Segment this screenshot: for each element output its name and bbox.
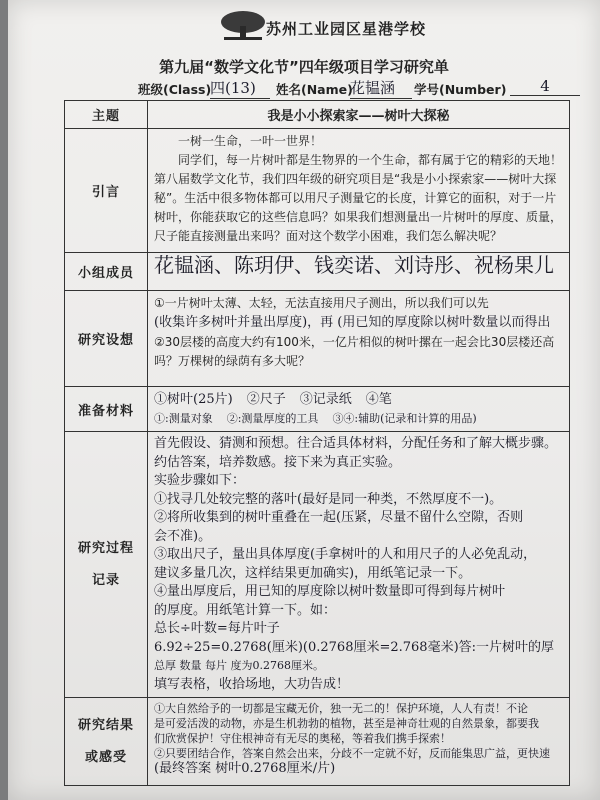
process-line: 建议多量几次，这样结果更加确实)，用纸笔记录一下。 [154, 565, 472, 581]
process-line: 总厚 数量 每片 度为0.2768厘米。 [154, 659, 324, 672]
student-info [138, 77, 598, 100]
material-item: ④笔 [365, 392, 392, 407]
process-content [148, 432, 570, 698]
members-row [65, 253, 570, 291]
hypothesis-line-1: ①一片树叶太薄、太轻，无法直接用尺子测出，所以我们可以先 [154, 296, 489, 310]
materials-label: 准备材料 [65, 387, 148, 432]
school-name: 苏州工业园区星港学校 [266, 20, 427, 38]
results-label [65, 698, 148, 786]
number-label: 学号(Number) [414, 82, 507, 97]
process-line: 约估答案，培养数感。接下来为真正实验。 [154, 454, 402, 470]
materials-content [148, 387, 570, 432]
worksheet-page [8, 0, 600, 800]
results-label-line-1: 研究结果 [77, 717, 134, 733]
process-row [65, 432, 570, 698]
hypothesis-row [65, 291, 570, 387]
process-line: ③取出尺子，量出具体厚度(手拿树叶的人和用尺子的人必免乱动， [154, 547, 537, 562]
results-line: ②只要团结合作，答案自然会出来，分歧不一定就不好，反而能集思广益，更快速 [154, 747, 550, 760]
process-line: 填写表格，收拾场地，大功告成！ [154, 676, 350, 692]
hypothesis-line-2: ②30层楼的高度大约有100米，一亿片相似的树叶摞在一起会比30层楼还高吗？万棵树的绿荫有多大呢？ [154, 335, 555, 368]
material-note: ①:测量对象 [154, 412, 213, 425]
process-line: 的厚度。用纸笔计算一下。如： [154, 602, 337, 618]
hypothesis-handwritten: (收集许多树叶并量出厚度)，再 (用已知的厚度除以树叶数量以而得出 [154, 315, 551, 330]
intro-line: 一树一生命，一叶一世界！ [178, 134, 323, 148]
hypothesis-content [148, 291, 570, 387]
intro-row [65, 129, 570, 253]
process-line: ②将所收集到的树叶重叠在一起(压紧，尽量不留什么空隙，否则 [154, 510, 524, 525]
process-line: 首先假设、猜测和预想。往合适具体材料，分配任务和了解大概步骤。 [154, 436, 558, 451]
class-value: 四(13) [210, 77, 270, 99]
topic-label: 主题 [65, 101, 148, 129]
document-title: 第九届“数学文化节”四年级项目学习研究单 [159, 58, 449, 76]
process-line: 实验步骤如下： [154, 473, 246, 488]
research-form-table [64, 100, 570, 786]
material-note: ②:测量厚度的工具 [226, 412, 319, 425]
members-value: 花韫涵、陈玥伊、钱奕诺、刘诗彤、祝杨果儿 [148, 253, 570, 291]
results-line: 们欣赏保护！守住根神奇有无尽的奥秘，等着我们携手探索！ [154, 732, 451, 745]
results-line: ①大自然给予的一切都是宝藏无价，独一无二的！保护环境，人人有责！不论 [154, 702, 528, 715]
intro-line: 同学们，每一片树叶都是生物界的一个生命，都有属于它的精彩的天地！第八届数学文化节，我们四年级的研究项目是“我是小小探索家——树叶大探秘”。生活中很多物体都可以用尺子测量它的长度，计算它的面积，对于一片树叶，你能获取它的这些信息吗？如果我们想测量出一片树叶的厚度、质量，尺子能直接测量出来吗？面对这个数学小困难，我们怎么解决呢？ [154, 153, 563, 243]
intro-content [148, 129, 570, 253]
results-content [148, 698, 570, 786]
process-line: 6.92÷25=0.2768(厘米)(0.2768厘米=2.768毫米)答:一片树叶的厚 [154, 639, 555, 655]
materials-items [154, 390, 563, 409]
process-label-line-2: 记录 [91, 572, 120, 588]
materials-row [65, 387, 570, 432]
results-label-line-2: 或感受 [84, 749, 127, 765]
material-item: ③记录纸 [299, 392, 352, 407]
process-label [65, 432, 148, 698]
number-value: 4 [510, 77, 580, 96]
process-label-line-1: 研究过程 [77, 540, 134, 556]
material-note: ③④:辅助(记录和计算的用品) [332, 412, 477, 425]
name-label: 姓名(Name) [276, 82, 353, 97]
name-value: 花韫涵 [350, 77, 412, 99]
process-line: ①找寻几处较完整的落叶(最好是同一种类，不然厚度不一)。 [154, 491, 503, 507]
topic-row [65, 101, 570, 129]
members-label: 小组成员 [65, 253, 148, 291]
topic-value: 我是小小探索家——树叶大探秘 [148, 101, 570, 129]
results-line: (最终答案 树叶0.2768厘米/片) [154, 761, 336, 776]
results-line: 是可爱活泼的动物，亦是生机勃勃的植物，甚至是神奇壮观的自然景象，都要我 [154, 717, 539, 730]
results-row [65, 698, 570, 786]
header [8, 6, 600, 76]
materials-notes [154, 409, 563, 428]
process-line: 总长÷叶数=每片叶子 [154, 621, 280, 636]
class-label: 班级(Class) [138, 82, 212, 97]
process-line: 会不准)。 [154, 528, 212, 544]
material-item: ①树叶(25片) [154, 392, 233, 407]
intro-label: 引言 [65, 129, 148, 253]
material-item: ②尺子 [246, 392, 286, 407]
hypothesis-label: 研究设想 [65, 291, 148, 387]
school-logo-tree-icon [218, 8, 268, 42]
process-line: ④量出厚度后，用已知的厚度除以树叶数量即可得到每片树叶 [154, 584, 506, 599]
